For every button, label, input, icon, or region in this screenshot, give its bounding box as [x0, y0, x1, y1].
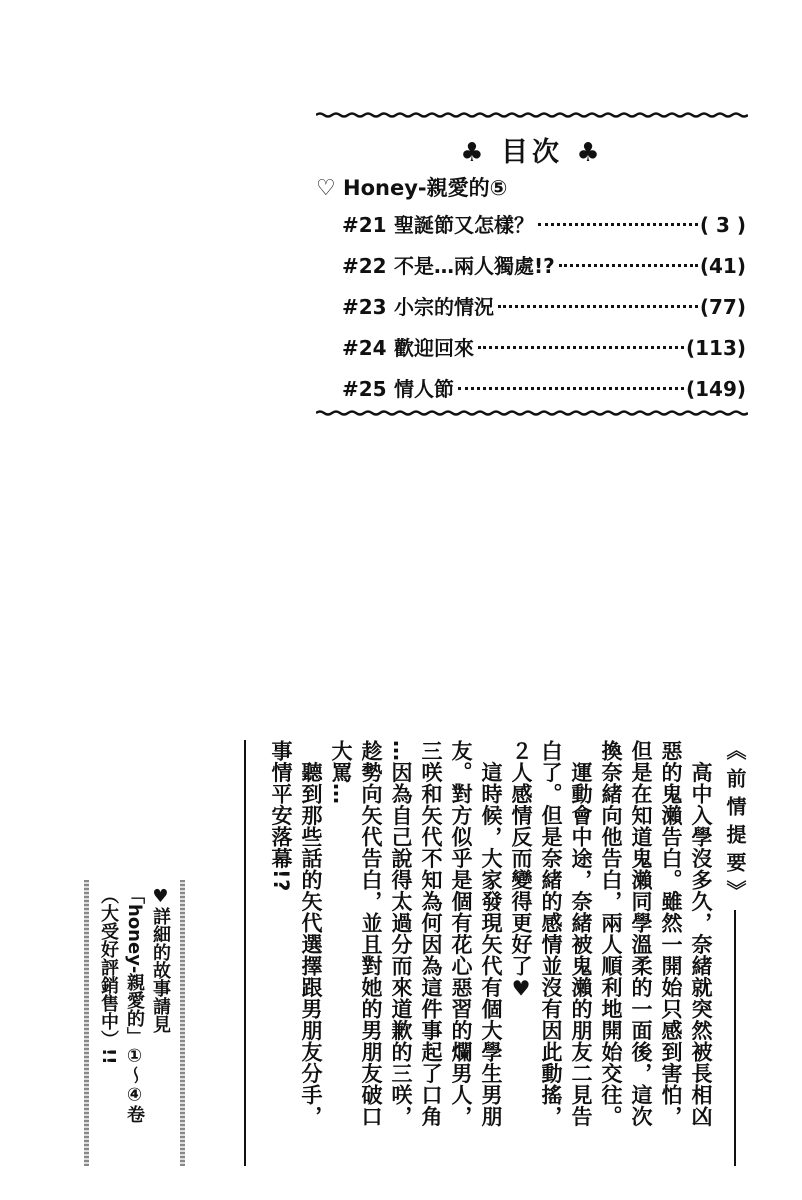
- chapter-number: #21: [342, 213, 387, 237]
- synopsis-right-rule: [734, 910, 736, 1166]
- leader-dots: [478, 346, 684, 349]
- synopsis-heading: 《前情提要》: [723, 740, 747, 908]
- series-note-box: [84, 880, 186, 1166]
- chapter-page: ( 3 ): [699, 213, 746, 237]
- series-name: Honey-親愛的⑤: [343, 176, 508, 200]
- synopsis-line: 惡的鬼瀨告白。雖然一開始只感到害怕，: [659, 740, 683, 1127]
- note-border-right: [180, 880, 185, 1166]
- note-border-left: [84, 880, 89, 1166]
- club-icon: ♣: [460, 138, 488, 168]
- chapter-title: 情人節: [394, 377, 454, 401]
- synopsis-line: 高中入學沒多久，奈緒就突然被長相凶: [689, 740, 713, 1127]
- chapter-page: (41): [699, 254, 746, 278]
- synopsis-line: 聽到那些話的矢代選擇跟男朋友分手，: [299, 740, 323, 1127]
- synopsis-line: 這時候，大家發現矢代有個大學生男朋: [479, 740, 503, 1127]
- synopsis-line: 大罵…: [329, 740, 353, 805]
- toc-title: [316, 130, 748, 169]
- synopsis-line: 三咲和矢代不知為何因為這件事起了口角: [419, 740, 443, 1127]
- synopsis-line: 趁勢向矢代告白，並且對她的男朋友破口: [359, 740, 383, 1127]
- synopsis-line: 換奈緒向他告白，兩人順利地開始交往。: [599, 740, 623, 1127]
- leader-dots: [559, 264, 698, 267]
- chapter-page: (77): [699, 295, 746, 319]
- chapter-title: 小宗的情況: [394, 295, 494, 319]
- synopsis-body: [258, 740, 716, 1170]
- toc-entry[interactable]: [342, 250, 746, 280]
- chapter-title: 不是…兩人獨處!?: [394, 254, 555, 278]
- synopsis-line: 事情平安落幕!?: [269, 740, 293, 892]
- note-line: ♥詳細的故事請見: [150, 886, 171, 1033]
- chapter-title: 歡迎回來: [394, 336, 474, 360]
- toc-title-text: 目次: [501, 137, 563, 168]
- note-line: 「honey-親愛的」①～④卷: [124, 886, 145, 1124]
- series-title: [316, 172, 507, 202]
- synopsis-line: 白了。但是奈緒的感情並沒有因此動搖，: [539, 740, 563, 1127]
- chapter-page: (149): [685, 377, 746, 401]
- table-of-contents: [316, 112, 748, 418]
- bottom-ornament-border: [316, 410, 748, 416]
- chapter-number: #25: [342, 377, 387, 401]
- synopsis-line: 運動會中途，奈緒被鬼瀨的朋友二見告: [569, 740, 593, 1127]
- synopsis-line: 但是在知道鬼瀨同學溫柔的一面後，這次: [629, 740, 653, 1127]
- chapter-title: 聖誕節又怎樣？: [394, 213, 534, 237]
- synopsis-line: …因為自己說得太過分而來道歉的三咲，: [389, 740, 413, 1127]
- leader-dots: [498, 305, 698, 308]
- synopsis-line: ２人感情反而變得更好了♥: [509, 740, 533, 1001]
- chapter-number: #22: [342, 254, 387, 278]
- top-ornament-border: [316, 112, 748, 118]
- chapter-page: (113): [685, 336, 746, 360]
- club-icon: ♣: [576, 138, 604, 168]
- toc-entry[interactable]: [342, 332, 746, 362]
- toc-entry[interactable]: [342, 291, 746, 321]
- note-line: （大受好評銷售中）!!: [98, 886, 119, 1065]
- leader-dots: [538, 223, 698, 226]
- synopsis-line: 友。對方似乎是個有花心惡習的爛男人，: [449, 740, 473, 1127]
- toc-entry[interactable]: [342, 373, 746, 403]
- leader-dots: [458, 387, 684, 390]
- toc-entry[interactable]: [342, 209, 746, 239]
- chapter-number: #24: [342, 336, 387, 360]
- synopsis-left-rule: [244, 740, 246, 1166]
- chapter-number: #23: [342, 295, 387, 319]
- heart-outline-icon: ♡: [316, 176, 336, 201]
